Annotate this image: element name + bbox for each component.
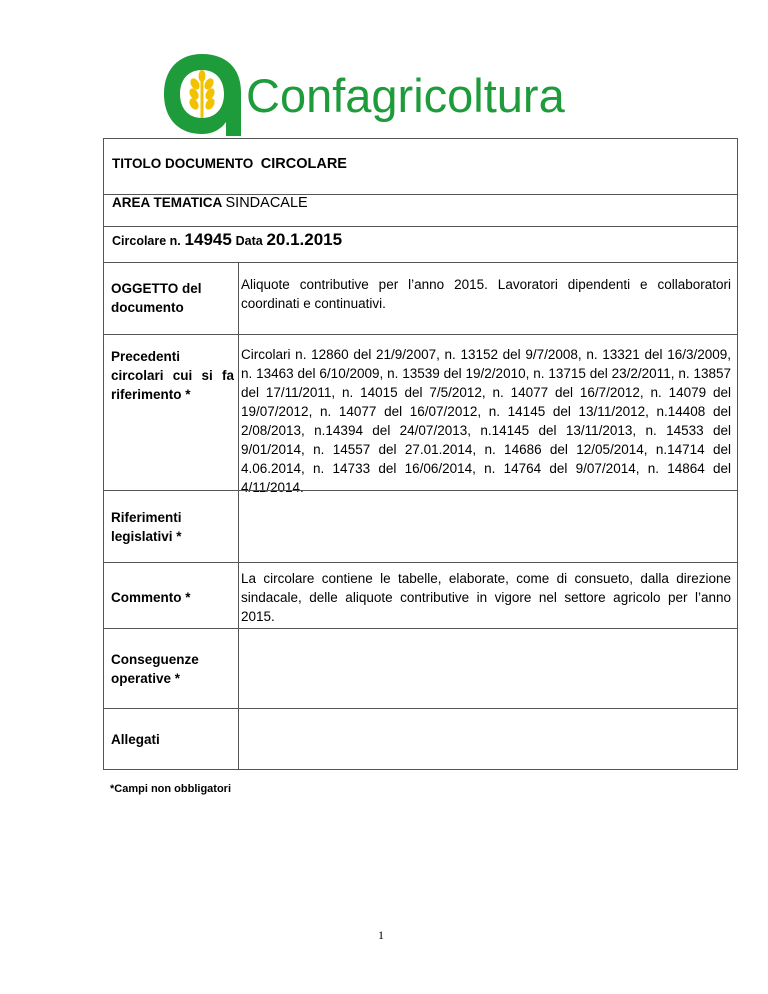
oggetto-label: OGGETTO del documento <box>111 281 202 315</box>
commento-row <box>103 562 738 628</box>
wheat-logo-icon <box>162 52 242 138</box>
footnote: *Campi non obbligatori <box>110 783 231 795</box>
titolo-value: CIRCOLARE <box>260 156 347 172</box>
area-row <box>103 194 738 226</box>
oggetto-row <box>103 262 738 334</box>
commento-label-cell <box>104 563 239 628</box>
conseguenze-row <box>103 628 738 708</box>
circolare-row <box>103 226 738 262</box>
oggetto-label-cell <box>104 263 239 334</box>
page-number: 1 <box>378 928 384 942</box>
area-line <box>112 195 308 211</box>
oggetto-text: Aliquote contributive per l’anno 2015. Lavoratori dipendenti e collaboratori coordinati e continuativi. <box>241 277 731 311</box>
precedenti-label-cell <box>104 335 239 490</box>
riferimenti-label: Riferimenti legislativi * <box>111 510 182 544</box>
data-value: 20.1.2015 <box>266 230 343 249</box>
riferimenti-label-cell <box>104 491 239 562</box>
confagricoltura-logo <box>162 52 612 140</box>
commento-text: La circolare contiene le tabelle, elaborate, come di consueto, dalla direzione sindacale, delle aliquote contributive in vigore nel settore agricolo per l’anno 2015. <box>241 571 731 624</box>
allegati-row <box>103 708 738 770</box>
titolo-line <box>112 156 347 172</box>
precedenti-row <box>103 334 738 495</box>
conseguenze-label: Conseguenze operative * <box>111 652 199 686</box>
area-label: AREA TEMATICA <box>112 195 222 210</box>
riferimenti-row <box>103 490 738 562</box>
titolo-label: TITOLO DOCUMENTO <box>112 156 254 171</box>
area-value: SINDACALE <box>225 195 308 211</box>
allegati-label: Allegati <box>111 732 160 747</box>
precedenti-text: Circolari n. 12860 del 21/9/2007, n. 13152 del 9/7/2008, n. 13321 del 16/3/2009, n. 13463 del 6/10/2009, n. 13539 del 19/2/2010, n. 13715 del 23/2/2011, n. 13857 del 17/11/2011, n. 14015 del 7/5/2012, n. 14077 del 16/7/2012, n. 14079 del 19/07/2012, n. 14077 del 16/07/2012, n. 14145 del 13/11/2012, n.14408 del 2/08/2013, n.14394 del 24/07/2013, n.14145 del 13/11/2013, n. 14533 del 9/01/2014, n. 14557 del 27.01.2014, n. 14686 del 12/05/2014, n.14714 del 4.06.2014, n. 14733 del 16/06/2014, n. 14764 del 9/07/2014, n. 14864 del 4/11/2014. <box>241 347 731 495</box>
circolare-line <box>112 230 342 250</box>
titolo-row <box>103 138 738 194</box>
commento-label: Commento * <box>111 590 191 605</box>
precedenti-label: Precedenti circolari cui si fa riferimento * <box>111 349 234 402</box>
data-label: Data <box>235 234 263 248</box>
circolare-number: 14945 <box>184 230 232 249</box>
brand-name: Confagricoltura <box>246 69 565 122</box>
allegati-label-cell <box>104 709 239 769</box>
conseguenze-label-cell <box>104 629 239 708</box>
circolare-label: Circolare n. <box>112 234 181 248</box>
